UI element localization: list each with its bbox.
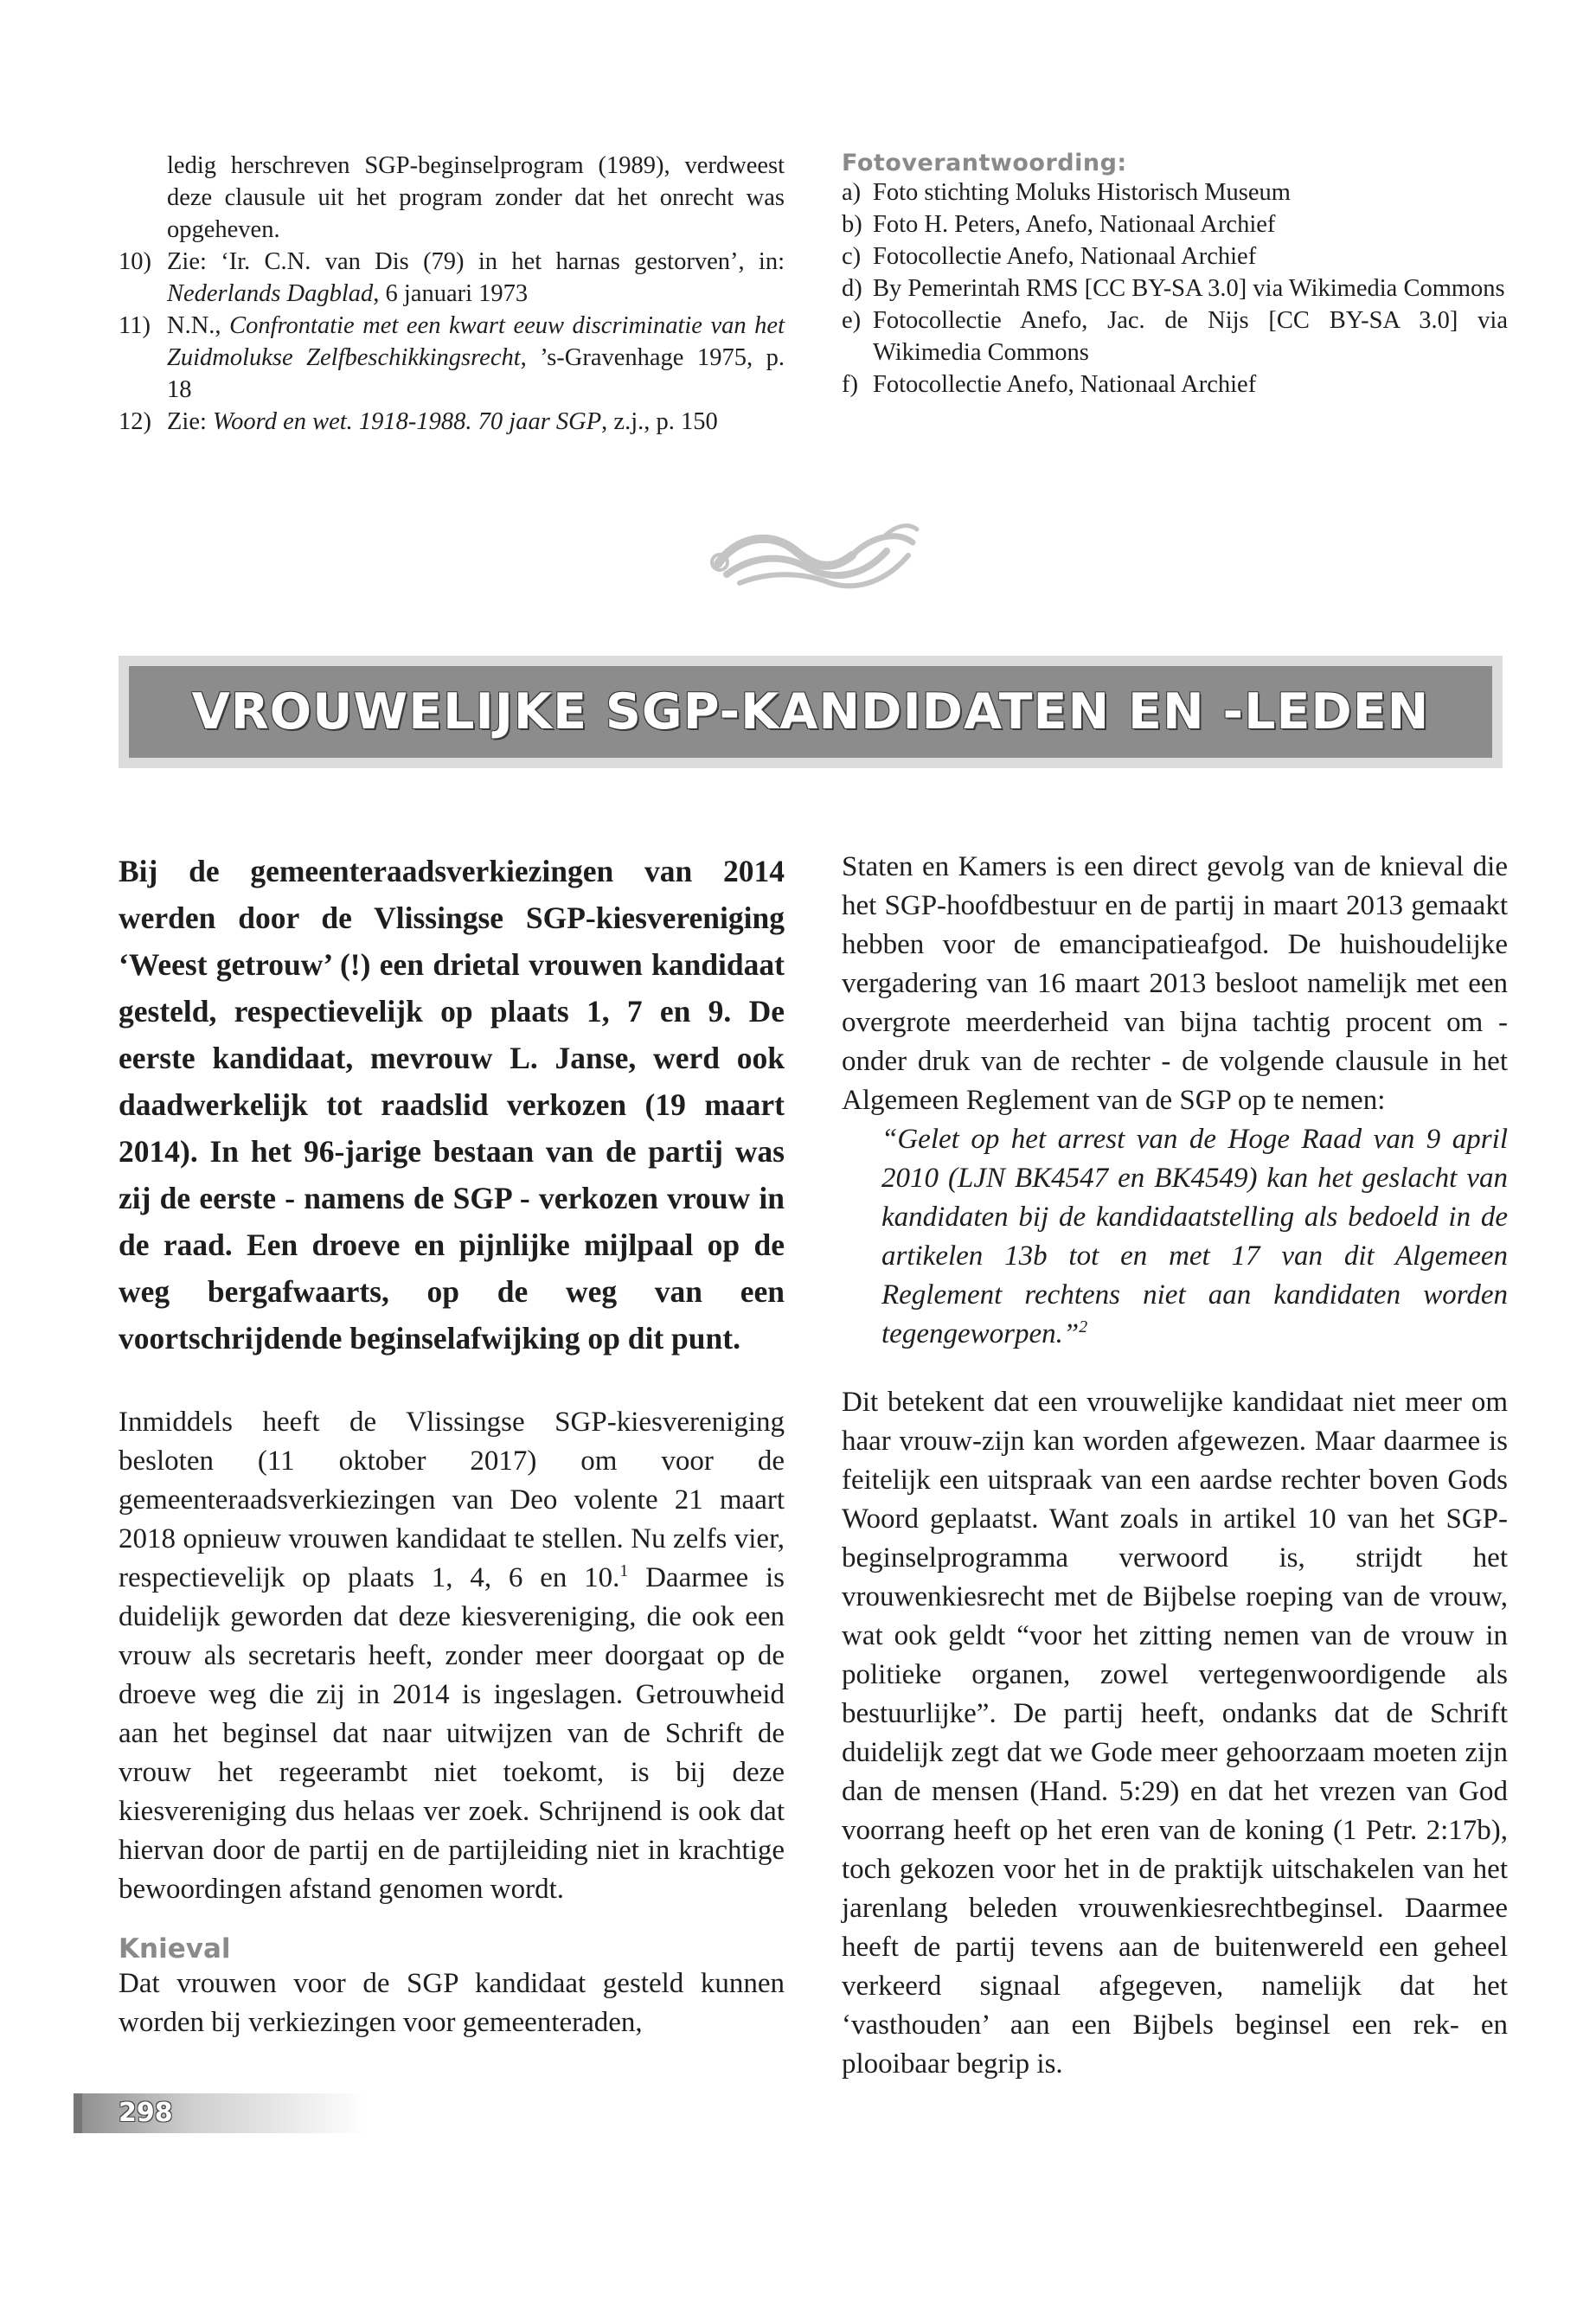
photo-credits xyxy=(842,150,1508,401)
left-column xyxy=(119,848,785,2042)
body-paragraph: Dit betekent dat een vrouwelijke kandidaat niet meer om haar vrouw-zijn kan worden afgewezen. Maar daarmee is feitelijk een uitspraak van een aardse rechter boven Gods Woord geplaatst. Want zoals in artikel 10 van het SGP-beginselprogramma verwoord is, strijdt het vrouwenkiesrecht met de Bijbelse roeping van de vrouw, wat ook geldt “voor het zitting nemen van de vrouw in politieke organen, zowel vertegenwoordigende als bestuurlijke”. De partij heeft, ondanks dat de Schrift duidelijk zegt dat we Gode meer gehoorzaam moeten zijn dan de mensen (Hand. 5:29) en dat het vrezen van God voorrang heeft op het eren van de koning (1 Petr. 2:17b), toch gekozen voor het in de praktijk uitschakelen van het jarenlang beleden vrouwenkiesrechtbeginsel. Daarmee heeft de partij tevens aan de buitenwereld een geheel verkeerd signaal afgegeven, namelijk dat het ‘vasthouden’ aan een Bijbels beginsel een rek- en plooibaar begrip is. xyxy=(842,1387,1508,2080)
article-title-banner xyxy=(119,656,1503,768)
quoted-clause: “Gelet op het arrest van de Hoge Raad van 9 april 2010 (LJN BK4547 en BK4549) kan het geslacht van kandidaten bij de kandidaatstelling als bedoeld in de artikelen 13b tot en met 17 van dit Algemeen Reglement rechtens niet aan kandidaten worden tegengeworpen.”$^2$ xyxy=(881,1124,1508,1349)
page-number-bar xyxy=(74,2093,368,2133)
photo-credit-item: d) By Pemerintah RMS [CC BY-SA 3.0] via Wikimedia Commons xyxy=(842,275,1505,302)
photo-credit-item: a) Foto stichting Moluks Historisch Museum xyxy=(842,179,1291,206)
article-title: VROUWELIJKE SGP-KANDIDATEN EN -LEDEN xyxy=(191,683,1430,740)
photo-credit-item: c) Fotocollectie Anefo, Nationaal Archief xyxy=(842,243,1257,270)
body-paragraph: Dat vrouwen voor de SGP kandidaat gesteld kunnen worden bij verkiezingen voor gemeenteraden, xyxy=(119,1968,785,2038)
photo-credit-item: f) Fotocollectie Anefo, Nationaal Archief xyxy=(842,371,1257,398)
footnote-item: 10) Zie: ‘Ir. C.N. van Dis (79) in het harnas gestorven’, in: Nederlands Dagblad, 6 januari 1973 xyxy=(119,248,785,307)
swirl-ornament-icon xyxy=(701,503,926,599)
photo-credits-heading: Fotoverantwoording: xyxy=(842,150,1127,176)
section-subhead: Knieval xyxy=(119,1933,231,1965)
footnote-item: 12) Zie: Woord en wet. 1918-1988. 70 jaar SGP, z.j., p. 150 xyxy=(119,408,718,435)
photo-credit-item: b) Foto H. Peters, Anefo, Nationaal Archief xyxy=(842,211,1276,238)
footnotes xyxy=(119,150,785,438)
page-number-bar-edge xyxy=(74,2093,82,2133)
body-paragraph: Staten en Kamers is een direct gevolg van de knieval die het SGP-hoofdbestuur en de partij in maart 2013 gemaakt hebben voor de emancipatieafgod. De huishoudelijke vergadering van 16 maart 2013 besloot namelijk met een overgrote meerderheid van bijna tachtig procent om - onder druk van de rechter - de volgende clausule in het Algemeen Reglement van de SGP op te nemen: xyxy=(842,851,1508,1116)
right-column xyxy=(842,848,1508,2084)
page-number: 298 xyxy=(119,2098,173,2128)
body-paragraph: Inmiddels heeft de Vlissingse SGP-kiesvereniging besloten (11 oktober 2017) om voor de gemeenteraadsverkiezingen van Deo volente 21 maart 2018 opnieuw vrouwen kandidaat te stellen. Nu zelfs vier, respectievelijk op plaats 1, 4, 6 en 10.$^1$ Daarmee is duidelijk geworden dat deze kiesvereniging, die ook een vrouw als secretaris heeft, zonder meer doorgaat op de droeve weg die zij in 2014 is ingeslagen. Getrouwheid aan het beginsel dat naar uitwijzen van de Schrift de vrouw het regeerambt niet toekomt, is bij deze kiesvereniging dus helaas ver zoek. Schrijnend is ook dat hiervan door de partij en de partijleiding niet in krachtige bewoordingen afstand genomen wordt. xyxy=(119,1407,785,1905)
footnote-item: 11) N.N., Confrontatie met een kwart eeuw discriminatie van het Zuidmolukse Zelfbeschikkingsrecht, ’s-Gravenhage 1975, p. 18 xyxy=(119,312,785,403)
footnote-continuation: ledig herschreven SGP-beginselprogram (1989), verdweest deze clausule uit het program zonder dat het onrecht was opgeheven. xyxy=(167,152,785,243)
photo-credit-item: e) Fotocollectie Anefo, Jac. de Nijs [CC BY-SA 3.0] via Wikimedia Commons xyxy=(842,307,1508,366)
lead-paragraph: Bij de gemeenteraadsverkiezingen van 2014 werden door de Vlissingse SGP-kiesvereniging ‘Weest getrouw’ (!) een drietal vrouwen kandidaat gesteld, respectievelijk op plaats 1, 7 en 9. De eerste kandidaat, mevrouw L. Janse, werd ook daadwerkelijk tot raadslid verkozen (19 maart 2014). In het 96-jarige bestaan van de partij was zij de eerste - namens de SGP - verkozen vrouw in de raad. Een droeve en pijnlijke mijlpaal op de weg bergafwaarts, op de weg van een voortschrijdende beginselafwijking op dit punt. xyxy=(119,854,785,1356)
